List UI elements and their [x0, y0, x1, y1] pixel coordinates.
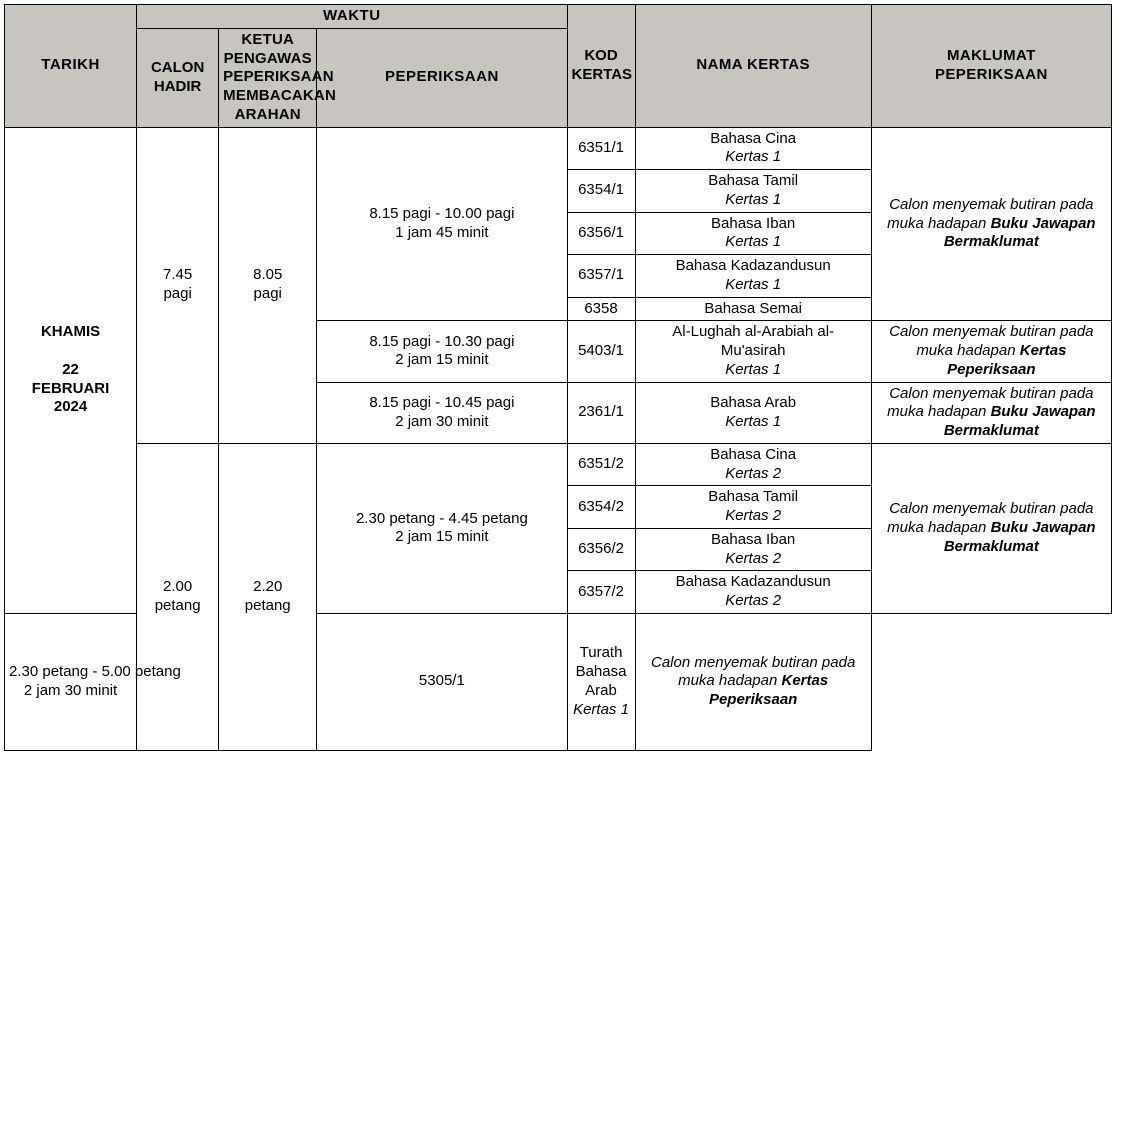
session-time-slot-2-range: 8.15 pagi - 10.30 pagi — [369, 332, 515, 350]
paper-name-title: Bahasa Iban — [711, 214, 796, 232]
ketua-pengawas-morning-period: pagi — [253, 285, 282, 303]
paper-name — [567, 613, 635, 750]
session-time-slot-5 — [5, 613, 181, 750]
calon-hadir-morning-period: pagi — [163, 285, 192, 303]
paper-name — [635, 170, 871, 213]
paper-name-title: Bahasa Kadazandusun — [675, 257, 831, 274]
header-calon-hadir — [137, 28, 219, 127]
paper-code: 6354/1 — [567, 170, 635, 213]
exam-info-slot-2 — [871, 321, 1111, 382]
header-calon-line2: HADIR — [153, 77, 202, 95]
exam-info-slot-3 — [871, 382, 1111, 443]
header-kod-line1: KOD — [584, 47, 618, 64]
paper-name — [635, 297, 871, 321]
session-time-slot-1-range: 8.15 pagi - 10.00 pagi — [369, 205, 515, 223]
date-day: KHAMIS — [40, 323, 101, 341]
paper-name-title: Bahasa Arab — [710, 393, 797, 411]
paper-code: 6357/1 — [567, 255, 635, 298]
session-time-slot-2 — [317, 321, 567, 382]
header-maklumat-peperiksaan — [871, 5, 1111, 128]
paper-code: 6356/1 — [567, 212, 635, 255]
session-time-slot-3-duration: 2 jam 30 minit — [395, 412, 489, 430]
session-time-slot-5-range: 2.30 petang - 5.00 petang — [9, 663, 181, 680]
exam-info-slot-1 — [871, 127, 1111, 321]
calon-hadir-afternoon — [137, 443, 219, 750]
table-body — [5, 127, 1112, 750]
table-header — [5, 5, 1112, 128]
header-ketua-pengawas — [219, 28, 336, 127]
ketua-pengawas-morning-time: 8.05 — [253, 266, 283, 284]
header-kod-line2: KERTAS — [571, 65, 633, 83]
ketua-pengawas-afternoon — [219, 443, 317, 750]
paper-name-title: Bahasa Kadazandusun — [675, 573, 831, 591]
paper-name-kertas: Kertas 1 — [725, 233, 782, 251]
header-waktu: WAKTU — [137, 5, 567, 29]
paper-name — [635, 443, 871, 486]
exam-info-slot-2-bold: Kertas Peperiksaan — [947, 342, 1067, 378]
header-nama-kertas: NAMA KERTAS — [635, 5, 871, 128]
paper-name-kertas: Kertas 1 — [725, 360, 782, 378]
calon-hadir-afternoon-time: 2.00 — [163, 578, 193, 595]
paper-name — [635, 382, 871, 443]
paper-name — [635, 486, 871, 529]
exam-info-slot-2-prefix: Calon menyemak butiran pada muka hadapan — [889, 323, 1094, 359]
session-time-slot-1 — [317, 127, 567, 321]
date-year: 2024 — [53, 398, 88, 416]
exam-info-slot-5-prefix: Calon menyemak butiran pada muka hadapan — [651, 653, 856, 690]
paper-name-title: Bahasa Semai — [704, 299, 802, 317]
header-maklumat-line1: MAKLUMAT — [947, 47, 1036, 64]
paper-name-kertas: Kertas 1 — [573, 700, 629, 718]
paper-name-kertas: Kertas 2 — [725, 592, 782, 609]
paper-code: 5403/1 — [567, 321, 635, 382]
exam-info-slot-4-prefix: Calon menyemak butiran pada muka hadapan — [887, 500, 1094, 536]
paper-name — [635, 528, 871, 571]
paper-name-title: Bahasa Cina — [710, 445, 797, 463]
paper-name-title: Bahasa Tamil — [708, 488, 799, 506]
header-maklumat-line2: PEPERIKSAAN — [934, 65, 1048, 83]
exam-info-slot-4 — [871, 443, 1111, 613]
paper-code: 5305/1 — [317, 613, 567, 750]
paper-name — [635, 127, 871, 170]
header-ketua-line5: ARAHAN — [234, 105, 301, 123]
paper-name — [635, 255, 871, 298]
paper-code: 6357/2 — [567, 571, 635, 614]
paper-name-kertas: Kertas 1 — [725, 412, 782, 430]
paper-code: 6351/2 — [567, 443, 635, 486]
header-ketua-line3: PEPERIKSAAN — [223, 68, 334, 86]
session-time-slot-4-range: 2.30 petang - 4.45 petang — [355, 509, 528, 527]
session-time-slot-3 — [317, 382, 567, 443]
paper-name-title: Al-Lughah al-Arabiah al- Mu'asirah — [672, 323, 835, 359]
paper-name-title: Bahasa Tamil — [708, 172, 799, 189]
header-calon-line1: CALON — [150, 58, 205, 76]
paper-name-title: Turath Bahasa Arab — [575, 644, 627, 699]
paper-code: 2361/1 — [567, 382, 635, 443]
header-ketua-line2: PENGAWAS — [223, 49, 312, 67]
paper-name-title: Bahasa Cina — [710, 129, 797, 147]
table-row — [5, 443, 1112, 486]
ketua-pengawas-afternoon-time: 2.20 — [253, 578, 283, 595]
exam-info-slot-3-prefix: Calon menyemak butiran pada muka hadapan — [887, 384, 1094, 421]
session-time-slot-2-duration: 2 jam 15 minit — [395, 351, 489, 369]
paper-name-kertas: Kertas 1 — [725, 275, 782, 293]
paper-name — [635, 571, 871, 614]
exam-info-slot-5 — [635, 613, 871, 750]
ketua-pengawas-morning — [219, 127, 317, 443]
paper-name-title: Bahasa Iban — [711, 530, 796, 548]
exam-info-slot-4-bold: Buku Jawapan Bermaklumat — [943, 518, 1096, 555]
exam-timetable — [4, 4, 1112, 751]
header-tarikh: TARIKH — [5, 5, 137, 128]
header-ketua-line1: KETUA — [241, 30, 295, 48]
calon-hadir-morning — [137, 127, 219, 443]
session-time-slot-1-duration: 1 jam 45 minit — [395, 223, 489, 241]
paper-code: 6358 — [567, 297, 635, 321]
header-peperiksaan: PEPERIKSAAN — [317, 28, 567, 127]
date-month: FEBRUARI — [31, 379, 110, 397]
calon-hadir-afternoon-period: petang — [154, 596, 201, 614]
ketua-pengawas-afternoon-period: petang — [244, 596, 291, 614]
session-time-slot-4-duration: 2 jam 15 minit — [395, 528, 489, 546]
paper-name-kertas: Kertas 2 — [725, 549, 782, 567]
date-number: 22 — [62, 360, 79, 378]
paper-name-kertas: Kertas 2 — [725, 507, 782, 524]
exam-info-slot-1-bold: Buku Jawapan Bermaklumat — [943, 214, 1096, 251]
session-time-slot-5-duration: 2 jam 30 minit — [23, 681, 118, 699]
exam-info-slot-5-bold: Kertas Peperiksaan — [708, 672, 829, 709]
paper-name — [635, 212, 871, 255]
paper-code: 6354/2 — [567, 486, 635, 529]
session-time-slot-4 — [317, 443, 567, 613]
paper-name — [635, 321, 871, 382]
paper-code: 6351/1 — [567, 127, 635, 170]
header-ketua-line4: MEMBACAKAN — [223, 87, 336, 104]
session-time-slot-3-range: 8.15 pagi - 10.45 pagi — [369, 393, 515, 411]
paper-name-kertas: Kertas 1 — [725, 148, 782, 166]
header-kod-kertas — [567, 5, 635, 128]
exam-info-slot-3-bold: Buku Jawapan Bermaklumat — [943, 403, 1096, 439]
calon-hadir-morning-time: 7.45 — [163, 266, 193, 284]
exam-info-slot-1-prefix: Calon menyemak butiran pada muka hadapan — [887, 195, 1094, 232]
paper-code: 6356/2 — [567, 528, 635, 571]
paper-name-kertas: Kertas 1 — [725, 190, 782, 208]
table-row — [5, 127, 1112, 170]
date-cell — [5, 127, 137, 613]
paper-name-kertas: Kertas 2 — [725, 464, 782, 482]
